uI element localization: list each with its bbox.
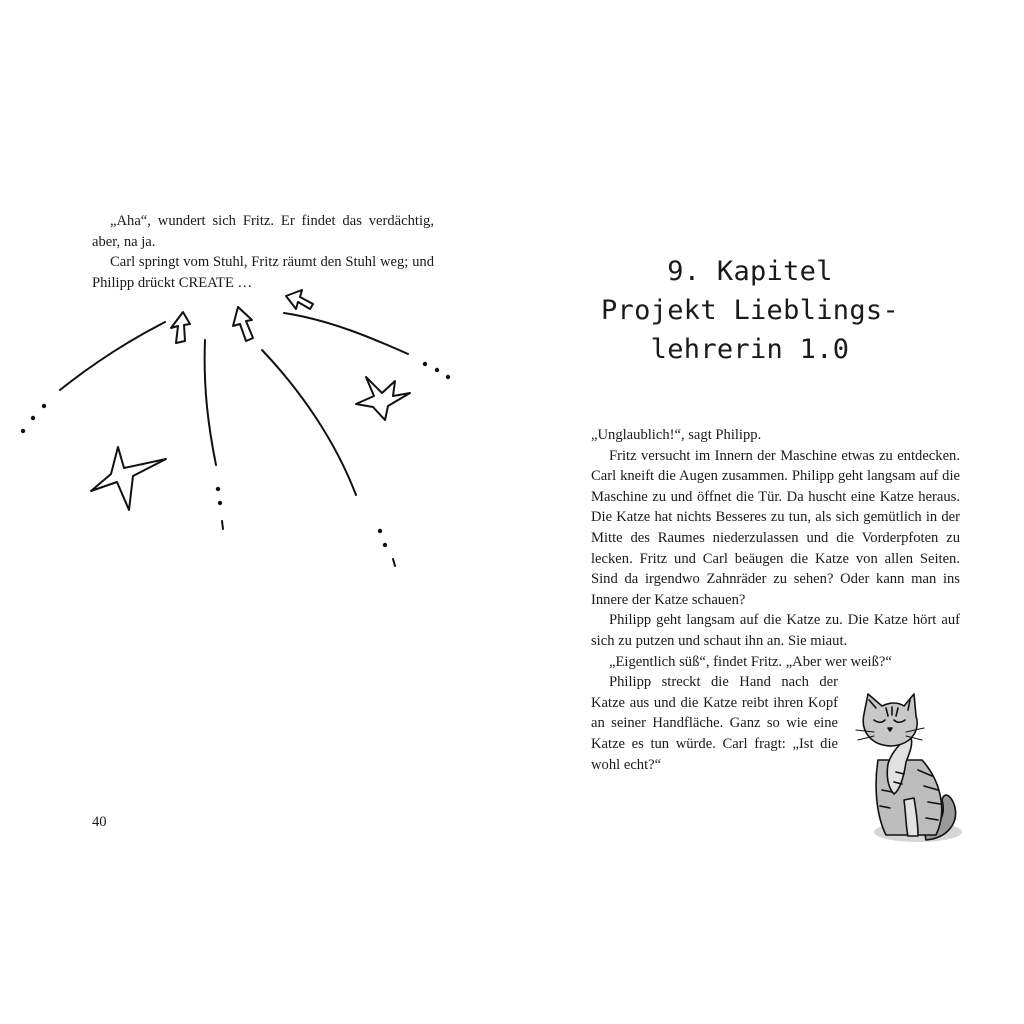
paragraph: „Aha“, wundert sich Fritz. Er findet das verdächtig, aber, na ja. (92, 213, 434, 250)
paragraph: „Unglaublich!“, sagt Philipp. (591, 427, 762, 443)
paragraph: Philipp streckt die Hand nach der Katze aus und die Katze reibt ihren Kopf an seiner Handfläche. Ganz so wie eine Katze es tun würde. Carl fragt: „Ist die wohl echt?“ (591, 674, 838, 773)
chapter-title-line: 9. Kapitel (667, 256, 833, 287)
paragraph: Fritz versucht im Innern der Maschine etwas zu entdecken. Carl kneift die Augen zusammen. Philipp geht langsam auf die Maschine zu und öffnet die Tür. Da huscht eine Katze heraus. Die Katze hat nichts Besseres zu tun, als sich gemütlich in der Mitte des Raumes niederzulassen und die Vorderpfoten zu lecken. Fritz und Carl beäugen die Katze von allen Seiten. Sind da irgendwo Zahnräder zu sehen? Oder kann man ins Innere der Katze schauen? (591, 447, 960, 608)
cat-licking-paw-drawing-icon (848, 690, 964, 854)
paragraph: Philipp geht langsam auf die Katze zu. Die Katze hört auf sich zu putzen und schaut ihn an. Sie miaut. (591, 612, 960, 649)
shooting-stars-arrows-drawing-icon (0, 0, 512, 600)
paragraph: Carl springt vom Stuhl, Fritz räumt den Stuhl weg; und Philipp drückt CREATE … (92, 254, 434, 291)
chapter-title-line: lehrerin 1.0 (650, 334, 850, 365)
paragraph: „Eigentlich süß“, findet Fritz. „Aber wer weiß?“ (609, 653, 892, 670)
chapter-title (600, 252, 900, 369)
page-number: 40 (92, 814, 107, 830)
chapter-title-line: Projekt Lieblings- (601, 295, 899, 326)
